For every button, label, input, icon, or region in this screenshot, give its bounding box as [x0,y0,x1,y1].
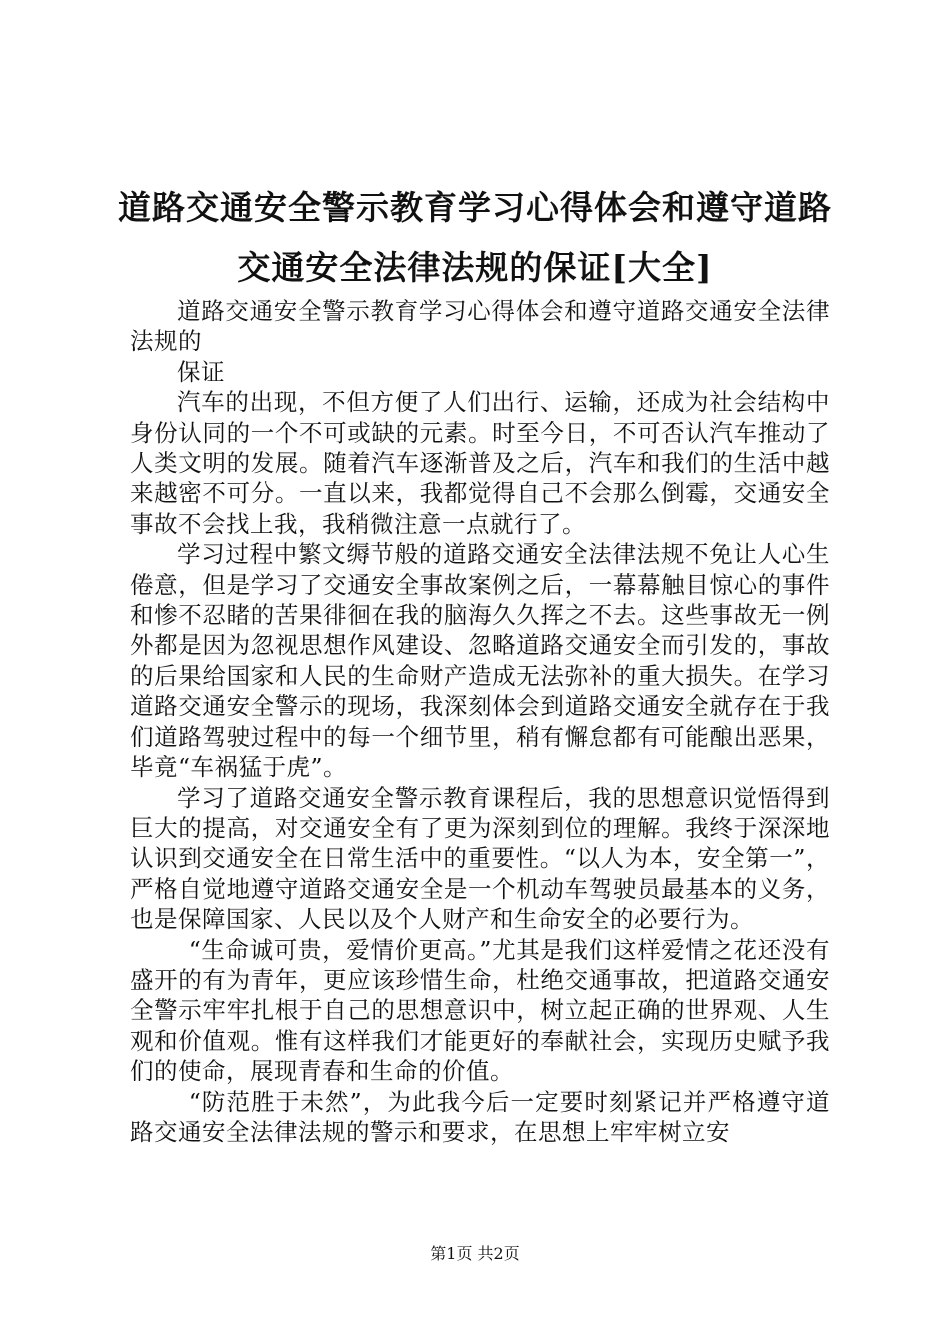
paragraph: 学习了道路交通安全警示教育课程后，我的思想意识觉悟得到巨大的提高，对交通安全有了更为深刻到位的理解。我终于深深地认识到交通安全在日常生活中的重要性。“以人为本，安全第一”，严格自觉地遵守道路交通安全是一个机动车驾驶员最基本的义务，也是保障国家、人民以及个人财产和生命安全的必要行为。 [130,783,830,934]
paragraph: 汽车的出现，不但方便了人们出行、运输，还成为社会结构中身份认同的一个不可或缺的元素。时至今日，不可否认汽车推动了人类文明的发展。随着汽车逐渐普及之后，汽车和我们的生活中越来越密不可分。一直以来，我都觉得自己不会那么倒霉，交通安全事故不会找上我，我稍微注意一点就行了。 [130,388,830,538]
page-footer: 第1页 共2页 [430,1244,520,1263]
paragraph: 学习过程中繁文缛节般的道路交通安全法律法规不免让人心生倦意，但是学习了交通安全事故案例之后，一幕幕触目惊心的事件和惨不忍睹的苦果徘徊在我的脑海久久挥之不去。这些事故无一例外都是因为忽视思想作风建设、忽略道路交通安全而引发的，事故的后果给国家和人民的生命财产造成无法弥补的重大损失。在学习道路交通安全警示的现场，我深刻体会到道路交通安全就存在于我们道路驾驶过程中的每一个细节里，稍有懈怠都有可能酿出恶果，毕竟“车祸猛于虎”。 [130,540,830,782]
paragraph: “生命诚可贵，爱情价更高。”尤其是我们这样爱情之花还没有盛开的有为青年，更应该珍惜生命，杜绝交通事故，把道路交通安全警示牢牢扎根于自己的思想意识中，树立起正确的世界观、人生观和价值观。惟有这样我们才能更好的奉献社会，实现历史赋予我们的使命，展现青春和生命的价值。 [130,935,830,1086]
document-body [130,296,830,1147]
paragraph: “防范胜于未然”，为此我今后一定要时刻紧记并严格遵守道路交通安全法律法规的警示和要求，在思想上牢牢树立安 [130,1087,830,1146]
document-title: 道路交通安全警示教育学习心得体会和遵守道路交通安全法律法规的保证[大全] [118,188,832,287]
paragraph: 道路交通安全警示教育学习心得体会和遵守道路交通安全法律法规的 [130,297,830,356]
paragraph: 保证 [177,357,225,386]
